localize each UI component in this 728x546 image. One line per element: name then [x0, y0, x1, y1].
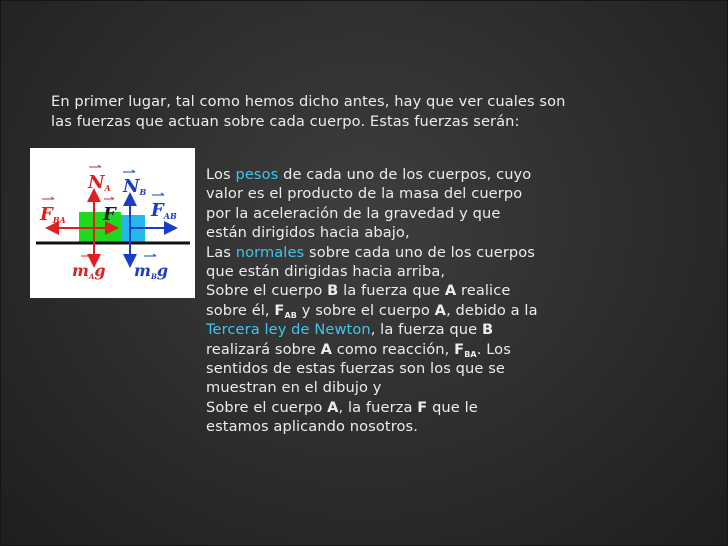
desc-line-14: estamos aplicando nosotros.: [206, 418, 418, 436]
force-diagram-svg: [30, 148, 195, 298]
desc-line-3: por la aceleración de la gravedad y que: [206, 204, 501, 222]
desc-line-10: realizará sobre A como reacción, $F_{BA}$. Los: [206, 340, 511, 359]
desc-line-1: Los pesos de cada uno de los cuerpos, cuyo: [206, 166, 532, 183]
label-na: NA: [88, 172, 111, 193]
desc-line-9: Tercera ley de Newton, la fuerza que B: [206, 321, 494, 339]
intro-line-1: En primer lugar, tal como hemos dicho antes, hay que ver cuales son: [51, 93, 566, 110]
desc-line-12: muestran en el dibujo y: [206, 379, 382, 397]
link-pesos[interactable]: pesos: [235, 166, 279, 183]
desc-line-8: sobre él, $F_{AB}$ y sobre el cuerpo A, debido a la: [206, 301, 538, 320]
label-fab: FAB: [151, 200, 177, 221]
desc-line-5: Las normales sobre cada uno de los cuerpos: [206, 243, 536, 261]
force-diagram: [30, 148, 195, 298]
label-mag: mAg: [72, 261, 106, 281]
desc-line-4: están dirigidos hacia abajo,: [206, 224, 410, 242]
label-fba: FBA: [40, 204, 66, 225]
desc-line-6: que están dirigidas hacia arriba,: [206, 262, 446, 280]
intro-paragraph: [51, 92, 691, 131]
link-normales[interactable]: normales: [235, 243, 305, 261]
label-mbg: mBg: [134, 261, 169, 281]
forces-description: [206, 165, 626, 436]
label-f: F: [103, 204, 116, 225]
desc-line-11: sentidos de estas fuerzas son los que se: [206, 359, 505, 377]
desc-line-7: Sobre el cuerpo B la fuerza que A realice: [206, 282, 511, 300]
label-nb: NB: [123, 176, 147, 197]
desc-line-2: valor es el producto de la masa del cuerpo: [206, 185, 523, 203]
link-tercera-ley[interactable]: Tercera ley de Newton: [206, 321, 371, 339]
desc-line-13: Sobre el cuerpo A, la fuerza F que le: [206, 398, 478, 416]
intro-line-2: las fuerzas que actuan sobre cada cuerpo. Estas fuerzas serán:: [51, 112, 520, 130]
